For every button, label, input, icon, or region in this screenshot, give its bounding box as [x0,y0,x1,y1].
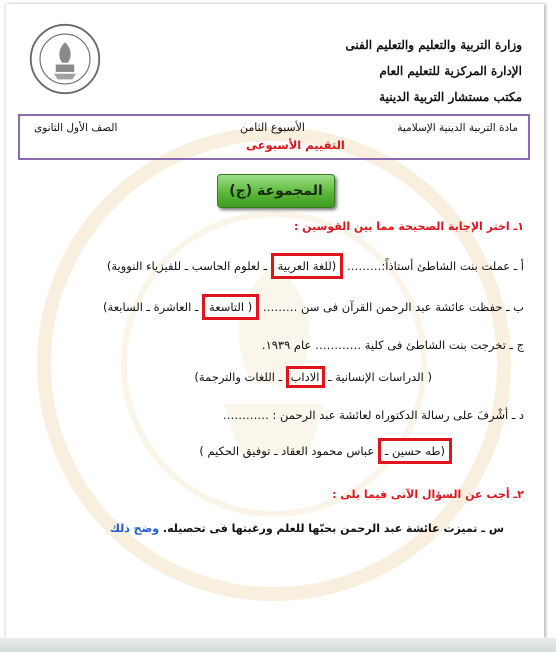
ministry-name: وزارة التربية والتعليم والتعليم الفنى [345,38,522,52]
subject-label: مادة التربية الدينية الإسلامية [397,122,518,134]
item-c-option-start: ( الدراسات الإنسانية ـ [328,370,432,384]
item-c-text: ج ـ تخرجت بنت الشاطئ فى كلية ………… عام ١٩٣٩. [261,338,524,352]
item-a-options: ـ لعلوم الحاسب ـ للفيزياء النووية) [106,259,267,273]
item-b-options: ـ العاشرة ـ السابعة) [103,300,199,314]
item-d-answer-highlight: (طه حسين ـ [378,438,452,464]
viewer-bottom-bar [0,638,556,652]
item-a-answer-highlight: (للغة العربية [271,253,344,279]
item-c-option-rest: ـ اللغات والترجمة) [194,370,282,384]
department-name: الإدارة المركزية للتعليم العام [379,64,522,78]
ministry-logo [28,22,102,96]
question-1-title: ١ـ اختر الإجابة الصحيحة مما بين القوسين : [293,220,524,233]
item-d-option-rest: عباس محمود العقاد ـ توفيق الحكيم ) [199,444,375,458]
question-2-instruction: وضح ذلك [109,522,160,535]
week-label: الأسبوع الثامن [240,121,305,134]
office-name: مكتب مستشار التربية الدينية [379,90,522,104]
question-2-line [110,522,504,535]
question-2-text: س ـ تميزت عائشة عبد الرحمن بحبّها للعلم ورغبتها فى تحصيله. [162,522,504,535]
question-2-title: ٢ـ أجب عن السؤال الآتى فيما يلى : [332,488,524,501]
item-c-answer-highlight: الاداب [286,366,325,388]
grade-label: الصف الأول الثانوى [34,122,118,134]
item-d-text: د ـ أشْرفَ على رسالة الدكتوراه لعائشة عبد الرحمن : ………… [222,408,524,422]
info-box [18,114,530,160]
item-b [103,300,524,314]
document-page [6,4,544,638]
item-a-text: أ ـ عملت بنت الشاطئ أستاذاً:……… [346,259,524,273]
item-b-answer-highlight: ( التاسعة [202,294,259,320]
group-badge: المجموعة (ج) [217,174,335,208]
item-d-options [199,444,452,458]
assessment-label: التقييم الأسبوعى [246,138,345,152]
item-c-options [194,370,432,384]
item-b-text: ب ـ حفظت عائشة عبد الرحمن القرآن فى سن ……… [262,300,524,314]
item-a [107,259,524,273]
